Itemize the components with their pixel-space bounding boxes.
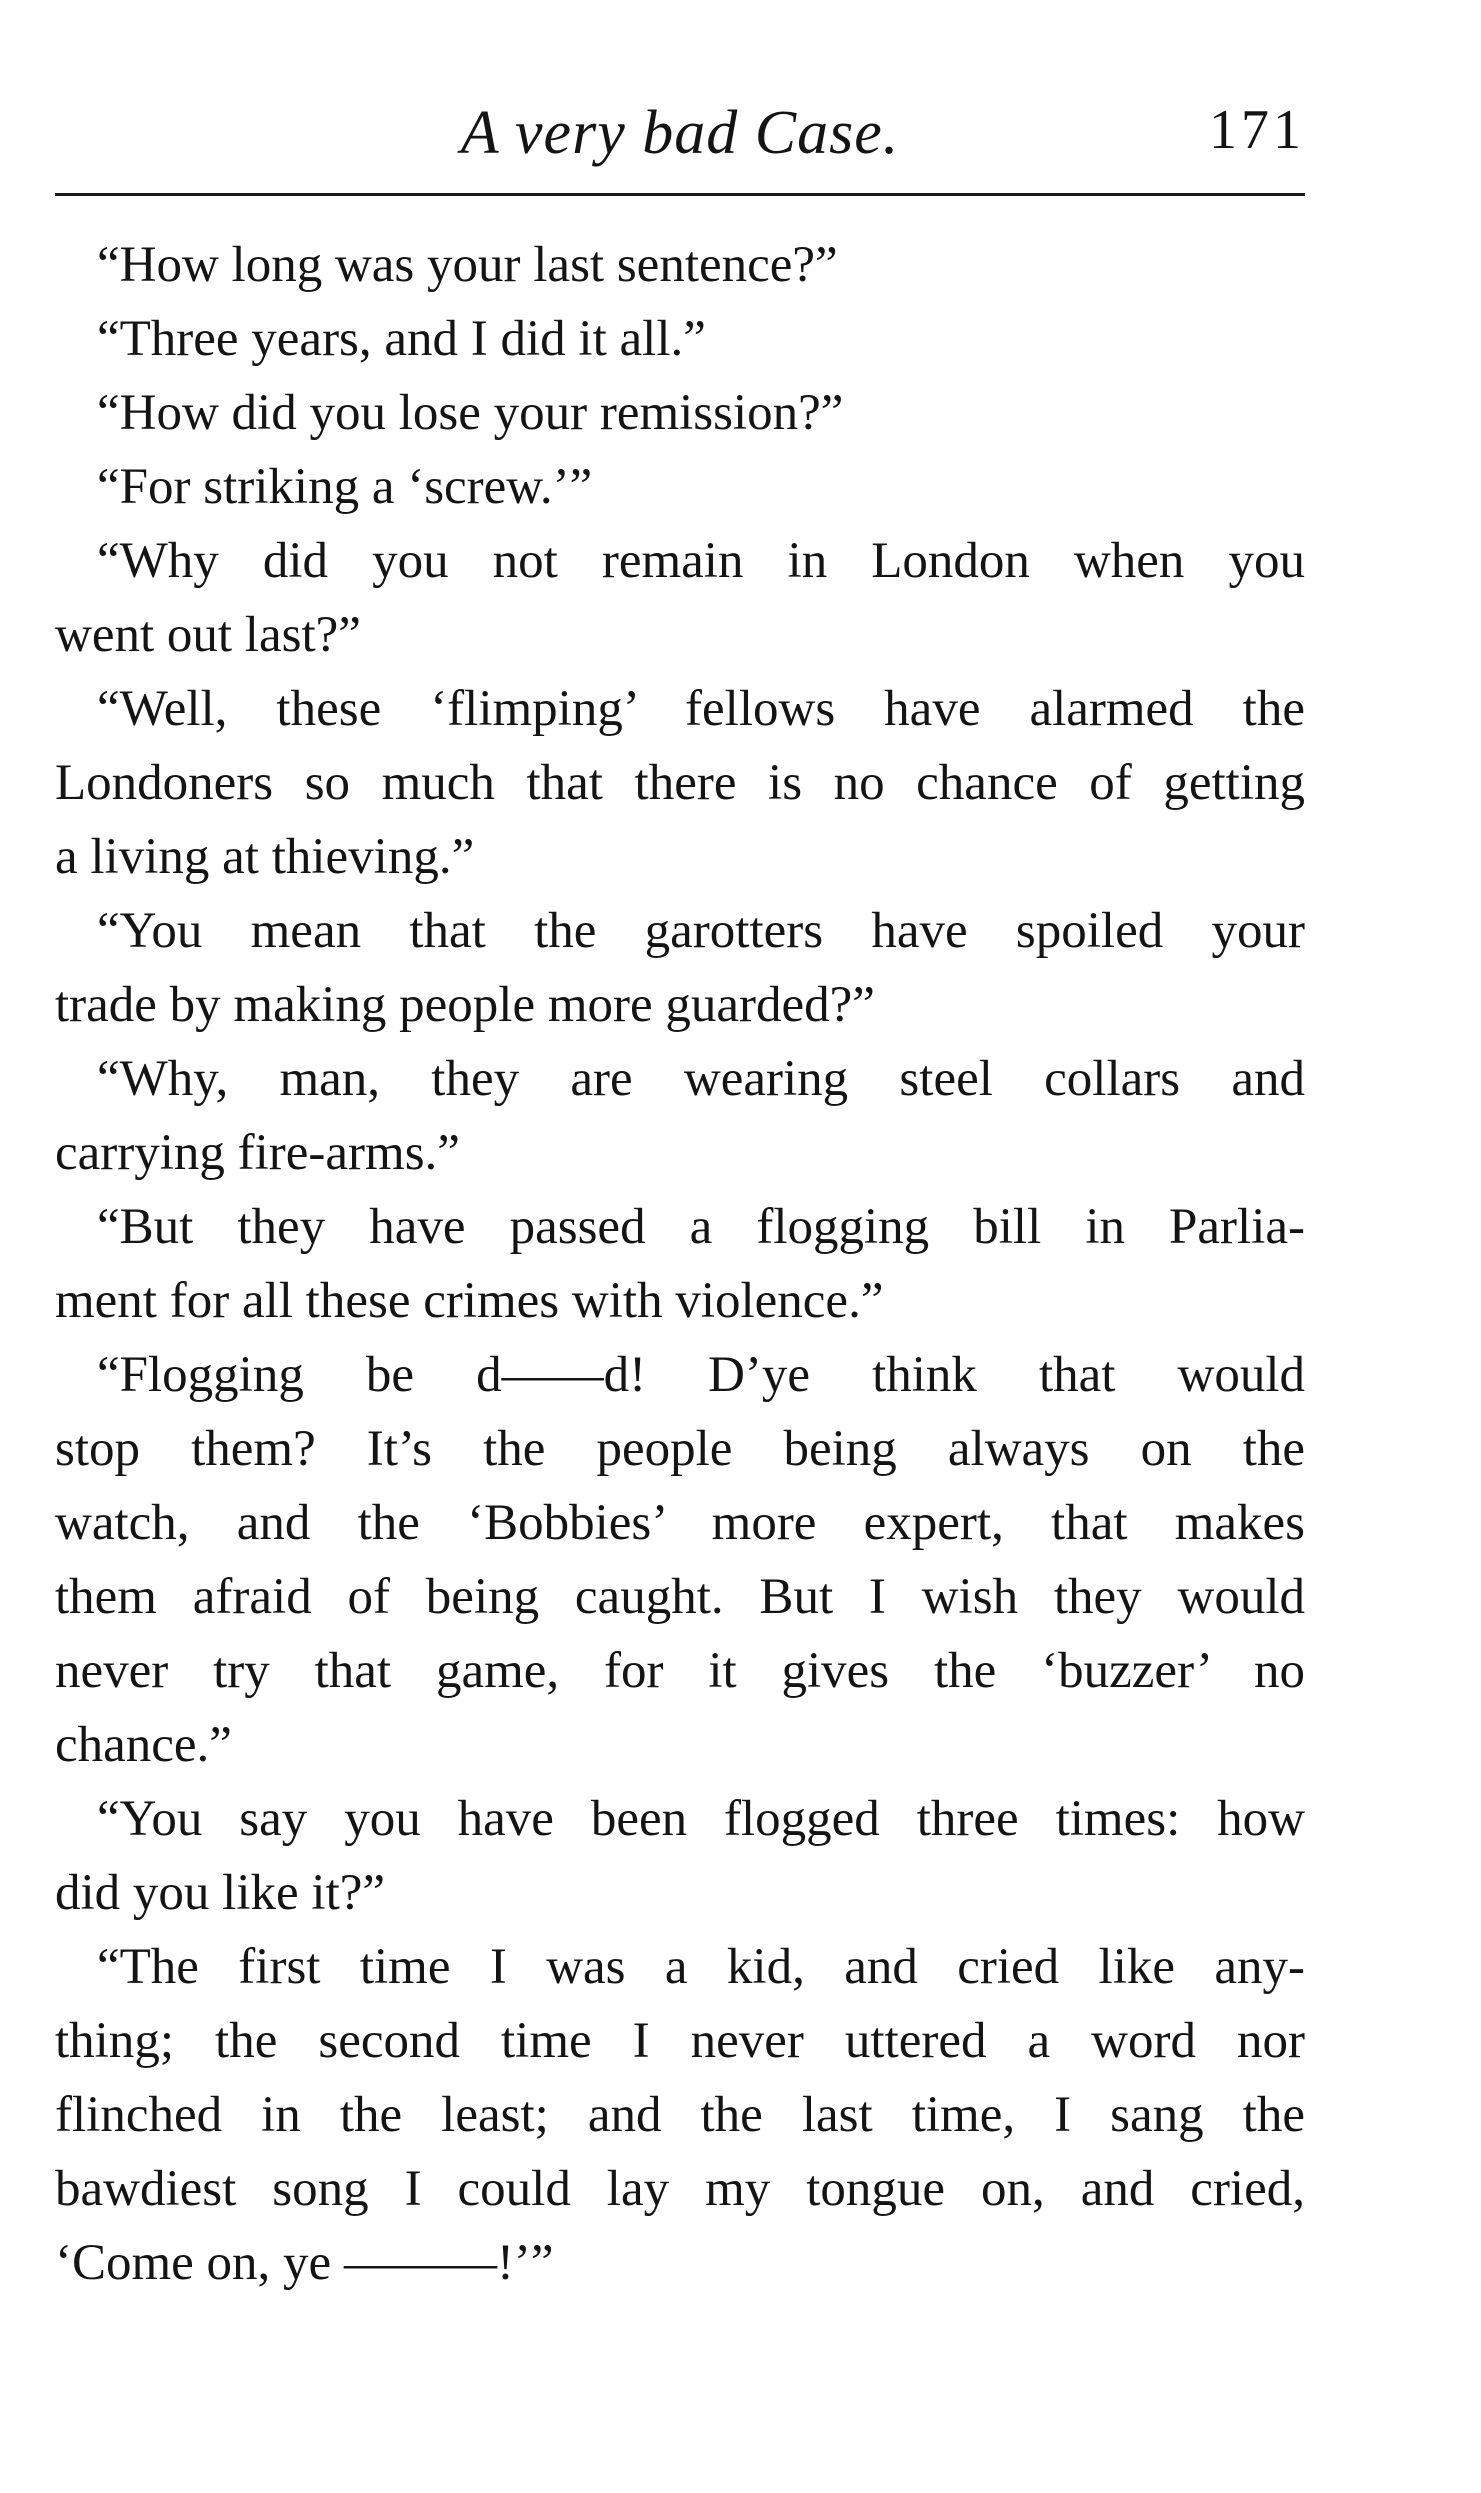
- text-line: Londoners so much that there is no chance of getting: [55, 755, 1305, 811]
- text-line: “The first time I was a kid, and cried like any-: [97, 1939, 1305, 1995]
- text-line: stop them? It’s the people being always on the: [55, 1421, 1305, 1477]
- running-head: [55, 98, 1305, 178]
- text-line: did you like it?”: [55, 1865, 386, 1921]
- text-line: “Why, man, they are wearing steel collars and: [97, 1051, 1305, 1107]
- text-line: watch, and the ‘Bobbies’ more expert, that makes: [55, 1495, 1305, 1551]
- text-line: ‘Come on, ye ———!’”: [55, 2235, 554, 2291]
- text-line: chance.”: [55, 1717, 232, 1773]
- text-line: “Why did you not remain in London when you: [97, 533, 1305, 589]
- text-line: “You mean that the garotters have spoiled your: [97, 903, 1305, 959]
- text-line: “But they have passed a flogging bill in Parlia-: [97, 1199, 1305, 1255]
- header-rule: [55, 193, 1305, 196]
- text-line: flinched in the least; and the last time, I sang the: [55, 2087, 1305, 2143]
- text-line: a living at thieving.”: [55, 829, 475, 885]
- text-line: “How did you lose your remission?”: [97, 385, 844, 441]
- text-line: them afraid of being caught. But I wish they would: [55, 1569, 1305, 1625]
- text-line: thing; the second time I never uttered a word nor: [55, 2013, 1305, 2069]
- text-line: “Well, these ‘flimping’ fellows have alarmed the: [97, 681, 1305, 737]
- text-line: bawdiest song I could lay my tongue on, and cried,: [55, 2161, 1305, 2217]
- text-line: trade by making people more guarded?”: [55, 977, 875, 1033]
- text-line: never try that game, for it gives the ‘buzzer’ no: [55, 1643, 1305, 1699]
- text-line: carrying fire-arms.”: [55, 1125, 460, 1181]
- text-line: ment for all these crimes with violence.”: [55, 1273, 884, 1329]
- body-text: [55, 228, 1305, 2300]
- page-number: 171: [1209, 99, 1305, 161]
- text-line: “Flogging be d——d! D’ye think that would: [97, 1347, 1305, 1403]
- text-line: “How long was your last sentence?”: [97, 237, 838, 293]
- running-head-title: A very bad Case.: [460, 99, 900, 167]
- text-line: “You say you have been flogged three times: how: [97, 1791, 1305, 1847]
- text-line: went out last?”: [55, 607, 361, 663]
- text-line: “For striking a ‘screw.’”: [97, 459, 593, 515]
- text-line: “Three years, and I did it all.”: [97, 311, 706, 367]
